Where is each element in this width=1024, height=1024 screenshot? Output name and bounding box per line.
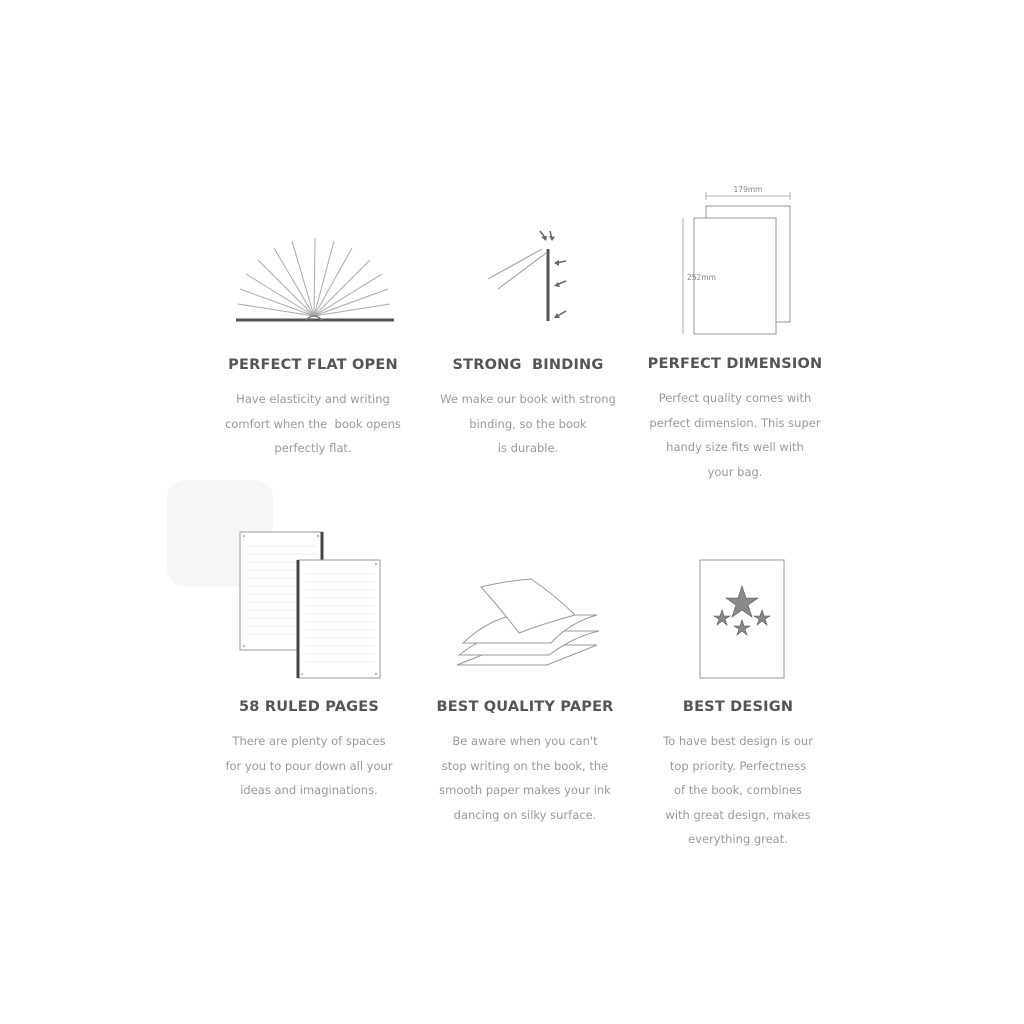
feature-description: Have elasticity and writing comfort when the book opens perfectly flat. <box>225 392 401 455</box>
feature-title: STRONG BINDING <box>452 357 604 373</box>
dimension-icon <box>678 182 798 342</box>
feature-title: 58 RULED PAGES <box>239 699 379 715</box>
feature-description: There are plenty of spaces for you to pour down all your ideas and imaginations. <box>225 734 393 797</box>
height-label: 252mm <box>687 273 716 282</box>
feature-best-design <box>628 699 848 852</box>
feature-description: Be aware when you can't stop writing on the book, the smooth paper makes your ink dancing on silky surface. <box>439 734 611 822</box>
feature-perfect-dimension <box>625 356 845 484</box>
open-book-icon <box>230 232 400 327</box>
feature-title: BEST DESIGN <box>682 699 794 715</box>
paper-stack-icon <box>455 575 605 670</box>
feature-strong-binding <box>418 357 638 461</box>
feature-best-quality-paper <box>415 699 635 827</box>
feature-title: PERFECT FLAT OPEN <box>228 357 398 373</box>
binding-icon <box>484 225 574 325</box>
ruled-pages-icon <box>236 528 386 683</box>
feature-description: To have best design is our top priority. Perfectness of the book, combines with great design, makes everything great. <box>663 734 813 846</box>
feature-perfect-flat-open <box>203 357 423 461</box>
feature-title: BEST QUALITY PAPER <box>436 699 614 715</box>
feature-title: PERFECT DIMENSION <box>647 356 823 372</box>
feature-description: We make our book with strong binding, so the book is durable. <box>440 392 616 455</box>
feature-ruled-pages <box>199 699 419 803</box>
stars-cover-icon <box>698 558 788 680</box>
width-label: 179mm <box>733 185 763 194</box>
feature-description: Perfect quality comes with perfect dimension. This super handy size fits well with your bag. <box>649 391 821 479</box>
